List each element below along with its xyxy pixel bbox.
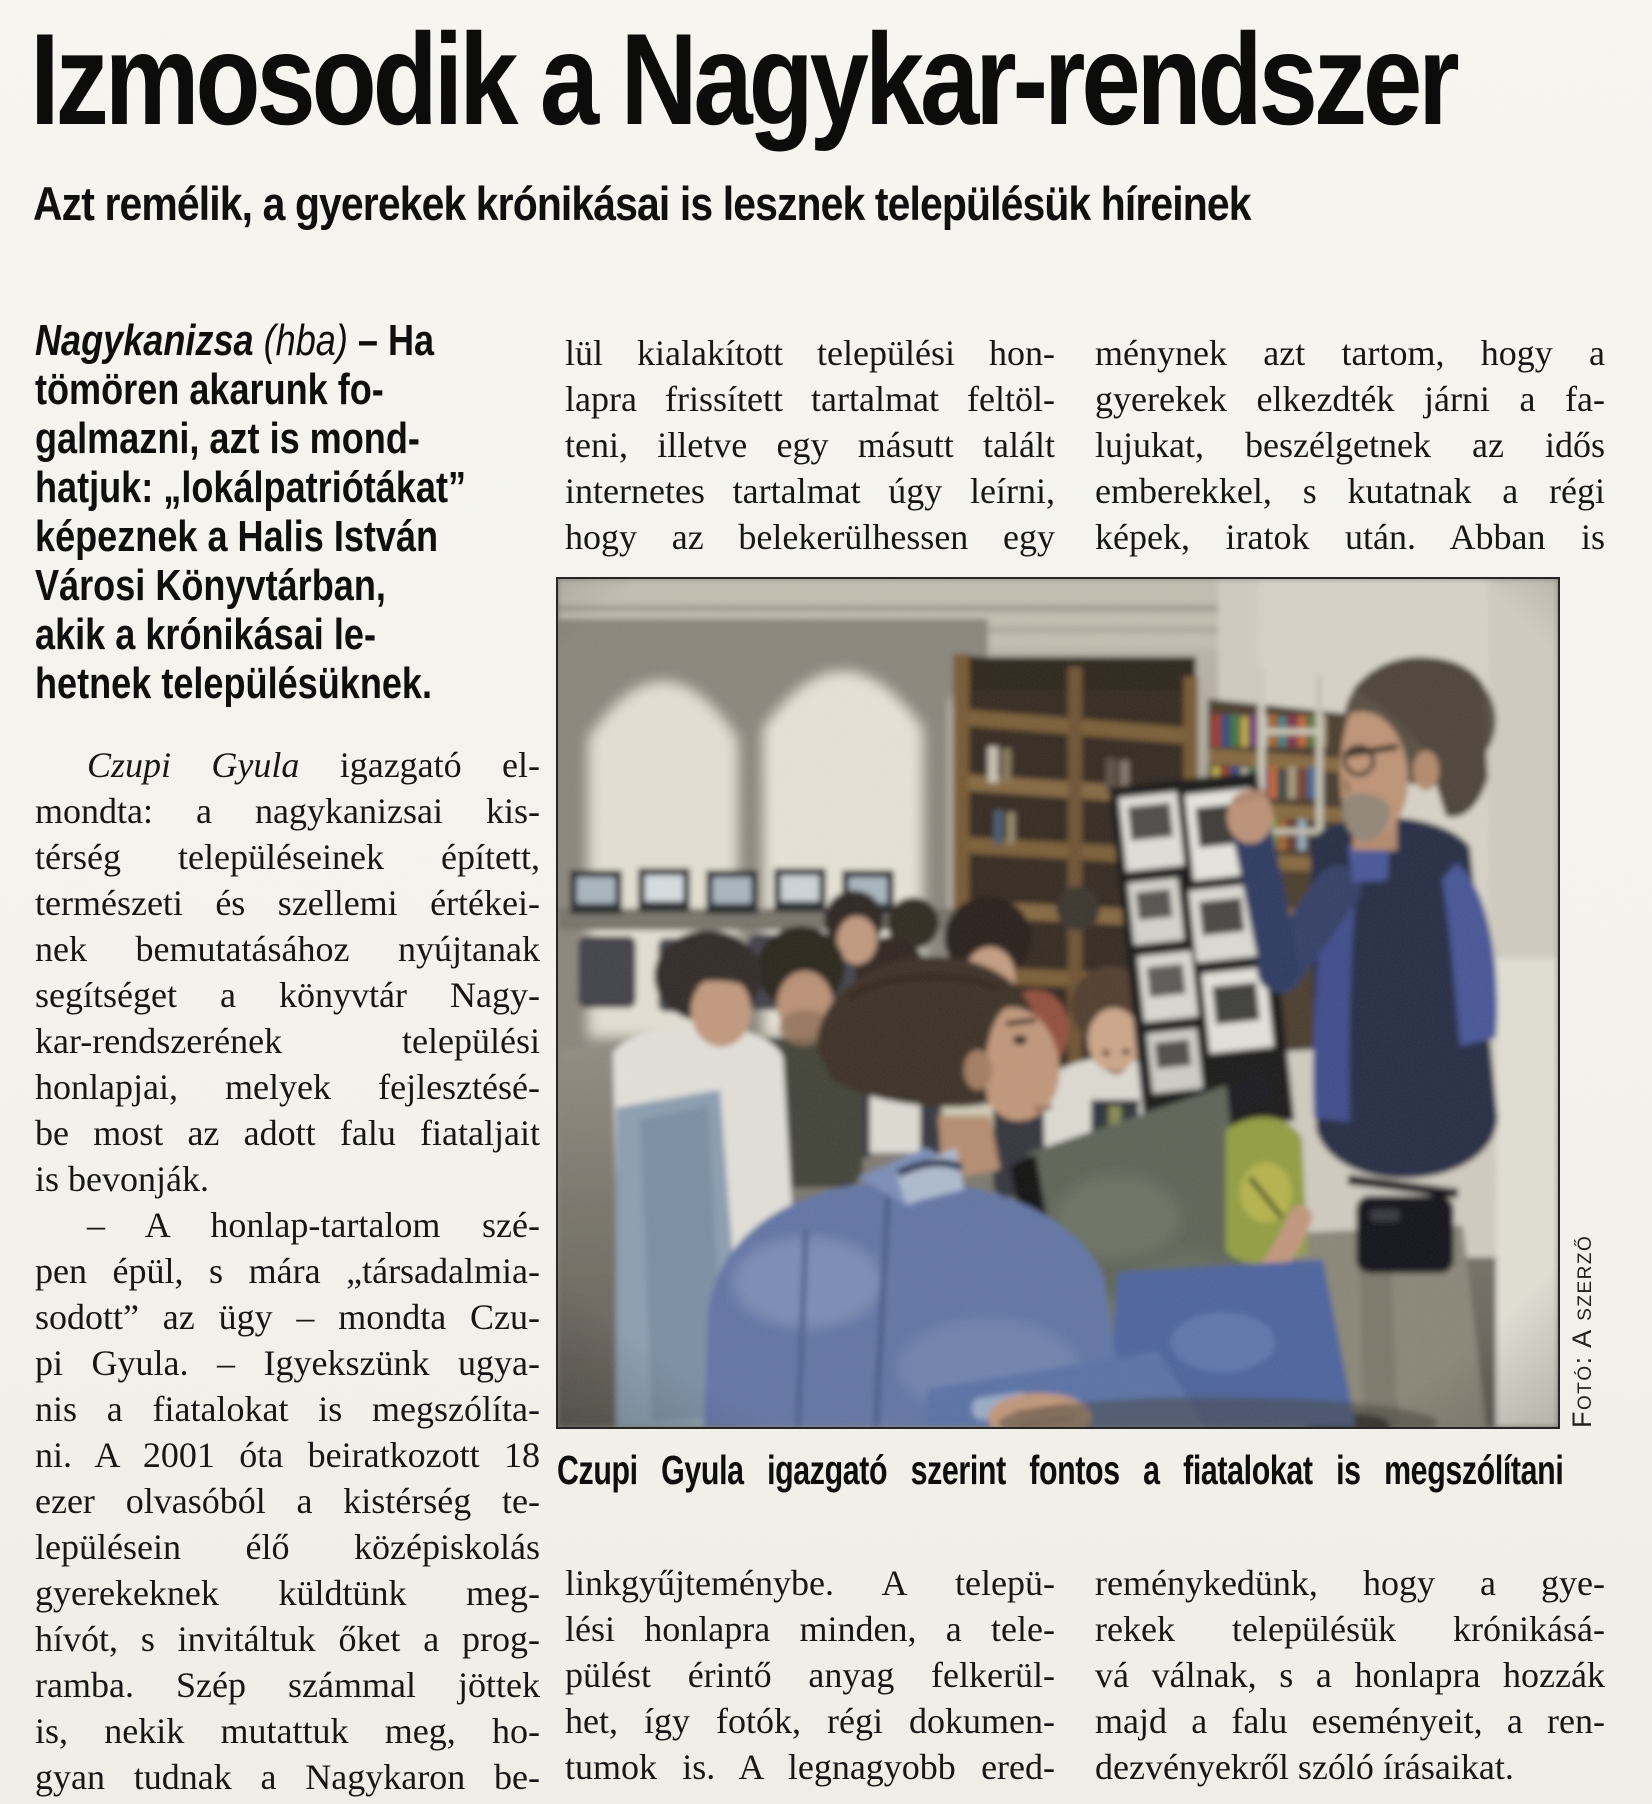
text-line: segítséget a könyvtár Nagy- xyxy=(35,975,540,1015)
text-line: pen épül, s mára „társadalmia- xyxy=(35,1251,540,1291)
column-1-body xyxy=(35,742,540,1800)
text-line: reménykedünk, hogy a gye- xyxy=(1095,1563,1605,1603)
text-line: lepülésein élő középiskolás xyxy=(35,1527,540,1567)
text-line xyxy=(35,316,560,365)
column-2-bottom xyxy=(565,1560,1055,1790)
text-line: emberekkel, s kutatnak a régi xyxy=(1095,471,1605,511)
text-line: is, nekik mutattuk meg, ho- xyxy=(35,1711,540,1751)
text-line: nek bemutatásához nyújtanak xyxy=(35,929,540,969)
lead-paragraph xyxy=(35,316,560,708)
text-line: tumok is. A legnagyobb ered- xyxy=(565,1747,1055,1787)
text-line: internetes tartalmat úgy leírni, xyxy=(565,471,1055,511)
column-1 xyxy=(35,316,540,1800)
text-line: ezer olvasóból a kistérség te- xyxy=(35,1481,540,1521)
paragraph xyxy=(35,1202,540,1800)
text-line: sodott” az ügy – mondta Czu- xyxy=(35,1297,540,1337)
text-line: tömören akarunk fo- xyxy=(35,365,384,414)
text-line: linkgyűjteménybe. A telepü- xyxy=(565,1563,1055,1603)
text-line: lési honlapra minden, a tele- xyxy=(565,1609,1055,1649)
text-line: kar-rendszerének települési xyxy=(35,1021,540,1061)
photo-caption: Czupi Gyula igazgató szerint fontos a fiatalokat is megszólítani xyxy=(557,1447,1564,1493)
text-line: akik a krónikásai le- xyxy=(35,610,376,659)
text-line: rekek településük krónikásá- xyxy=(1095,1609,1605,1649)
paragraph xyxy=(565,330,1055,560)
text-line: mondta: a nagykanizsai kis- xyxy=(35,791,540,831)
text-line: honlapjai, melyek fejlesztésé- xyxy=(35,1067,540,1107)
text-line: ni. A 2001 óta beiratkozott 18 xyxy=(35,1435,540,1475)
text-line: képek, iratok után. Abban is xyxy=(1095,517,1605,557)
lead-lines xyxy=(35,365,560,708)
headline: Izmosodik a Nagykar-rendszer xyxy=(30,6,1456,152)
text-line: lujukat, beszélgetnek az idős xyxy=(1095,425,1605,465)
text-line: vá válnak, s a honlapra hozzák xyxy=(1095,1655,1605,1695)
text-line: ménynek azt tartom, hogy a xyxy=(1095,333,1605,373)
article-photo xyxy=(556,577,1560,1429)
text-line: pi Gyula. – Igyekszünk ugya- xyxy=(35,1343,540,1383)
paragraph xyxy=(35,742,540,1202)
photo-credit: Fotó: A szerző xyxy=(1567,1234,1597,1428)
text-line: pülést érintő anyag felkerül- xyxy=(565,1655,1055,1695)
text-line: Czupi Gyula igazgató el- xyxy=(87,745,540,785)
text-line: – A honlap-tartalom szé- xyxy=(87,1205,540,1245)
location-name: Nagykanizsa xyxy=(35,316,254,365)
text-line: nis a fiatalokat is megszólíta- xyxy=(35,1389,540,1429)
paragraph xyxy=(1095,330,1605,560)
text-line: teni, illetve egy másutt talált xyxy=(565,425,1055,465)
text-line: majd a falu eseményeit, a ren- xyxy=(1095,1701,1605,1741)
text-line: ramba. Szép számmal jöttek xyxy=(35,1665,540,1705)
column-3-bottom xyxy=(1095,1560,1605,1790)
paragraph xyxy=(565,1560,1055,1790)
text-line: képeznek a Halis István xyxy=(35,512,439,561)
library-scene xyxy=(558,579,1558,1427)
text-line: lapra frissített tartalmat feltöl- xyxy=(565,379,1055,419)
text-line: galmazni, azt is mond- xyxy=(35,414,420,463)
text-line: hetnek településüknek. xyxy=(35,659,433,708)
text-line: gyerekeknek küldtünk meg- xyxy=(35,1573,540,1613)
column-3-top xyxy=(1095,330,1605,560)
text-line: Városi Könyvtárban, xyxy=(35,561,386,610)
text-line: lül kialakított települési hon- xyxy=(565,333,1055,373)
text-line: hatjuk: „lokálpatriótákat” xyxy=(35,463,467,512)
subheadline: Azt remélik, a gyerekek krónikásai is lesznek településük híreinek xyxy=(33,177,1251,230)
text-line: het, így fotók, régi dokumen- xyxy=(565,1701,1055,1741)
text-line: természeti és szellemi értékei- xyxy=(35,883,540,923)
byline: (hba) xyxy=(263,316,348,365)
text-line: hívót, s invitáltuk őket a prog- xyxy=(35,1619,540,1659)
paragraph xyxy=(35,365,560,708)
column-2-top xyxy=(565,330,1055,560)
text-line: gyan tudnak a Nagykaron be- xyxy=(35,1757,540,1797)
text-line: térség településeinek épített, xyxy=(35,837,540,877)
text-line: hogy az belekerülhessen egy xyxy=(565,517,1055,557)
text-line: gyerekek elkezdték járni a fa- xyxy=(1095,379,1605,419)
text-line: be most az adott falu fiataljait xyxy=(35,1113,540,1153)
lead-first-words: – Ha xyxy=(357,316,435,365)
text-line: is bevonják. xyxy=(35,1159,209,1199)
text-line: dezvényekről szóló írásaikat. xyxy=(1095,1747,1514,1787)
paragraph xyxy=(1095,1560,1605,1790)
